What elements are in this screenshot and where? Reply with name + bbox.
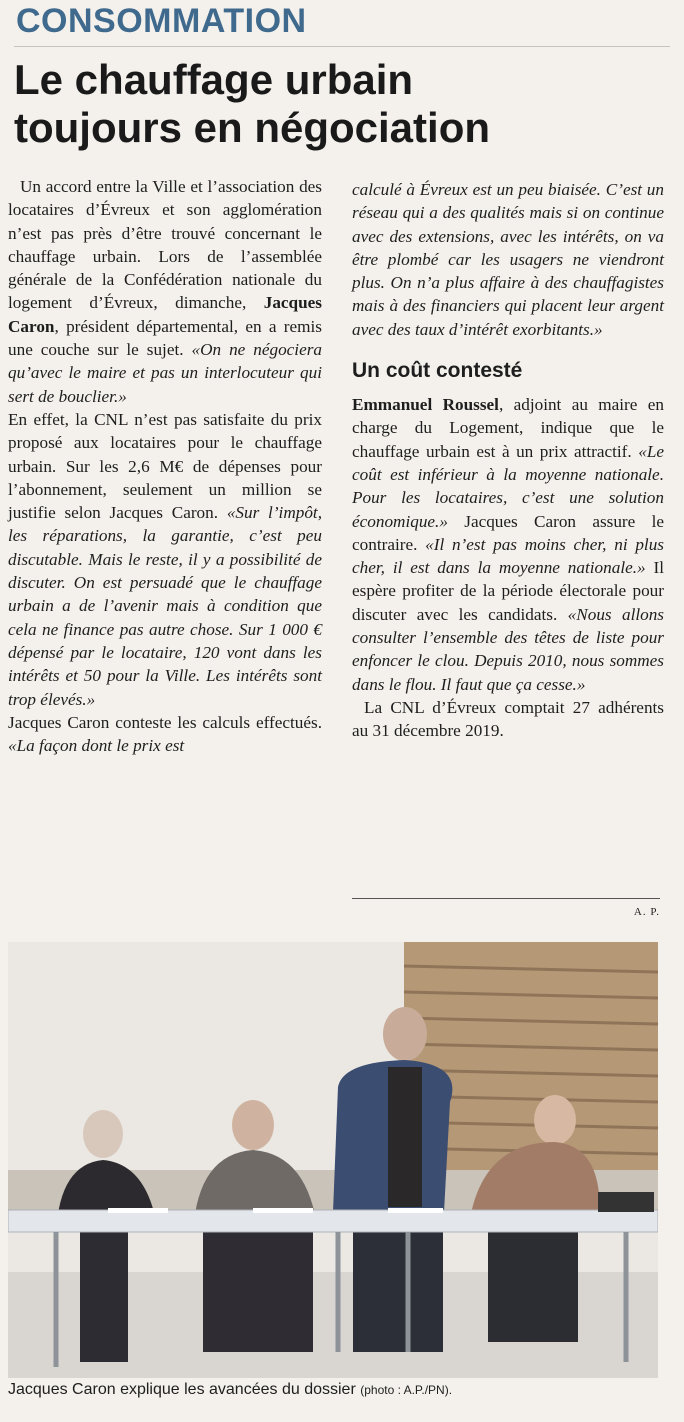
- article-photo: [8, 942, 658, 1378]
- photo-caption: [8, 1379, 668, 1401]
- paragraph-members: La CNL d’Évreux comptait 27 adhérents au 31 décembre 2019.: [352, 697, 664, 741]
- article-headline: [14, 56, 654, 152]
- subheading: Un coût contesté: [352, 359, 523, 383]
- caption-text: Jacques Caron explique les avancées du dossier: [8, 1381, 356, 1398]
- quote: «Nous allons consulter l’ensemble des têtes de liste pour enfoncer le clou. Depuis 2010, nous sommes dans le flou. Il faut que ça cesse.»: [352, 604, 664, 694]
- photo-credit: (photo : A.P./PN).: [360, 1383, 453, 1397]
- text-run: Jacques Caron conteste les calculs effectués.: [8, 712, 322, 732]
- meeting-photo-illustration: [8, 942, 658, 1378]
- text-run: Un accord entre la Ville et l’association des locataires d’Évreux et son agglomération n’est pas près d’être trouvé concernant le chauffage urbain. Lors de l’assemblée générale de la Confédération nationale du logement d’Évreux, dimanche,: [8, 177, 322, 313]
- quote-continuation: calculé à Évreux est un peu biaisée. C’est un réseau qui a des qualités mais si on continue avec des extensions, avec les intérêts, on va être plombé car les usagers ne viendront plus. On n’a plus affaire à des chauffagistes mais à des financiers qui placent leur argent avec des taux d’intérêt exorbitants.»: [352, 180, 664, 339]
- text-run: Jacques Caron assure le contraire.: [352, 511, 664, 554]
- text-run: En effet, la CNL n’est pas satisfaite du prix proposé aux locataires pour le chauffage urbain. Sur les 2,6 M€ de dépenses pour l’abonnement, seulement un million se justifie selon Jacques Caron.: [8, 409, 322, 523]
- article-column-left: [8, 175, 322, 757]
- text-run: Il espère profiter de la période électorale pour discuter avec les candidats.: [352, 558, 664, 624]
- paragraph-intro: [8, 175, 322, 408]
- signature-divider: [352, 898, 660, 899]
- paragraph-roussel: [352, 393, 664, 696]
- quote: «Il n’est pas moins cher, ni plus cher, il est dans la moyenne nationale.»: [352, 534, 664, 578]
- paragraph-price: [8, 408, 322, 711]
- author-signature: A. P.: [633, 906, 660, 918]
- quote: «On ne négociera qu’avec le maire et pas un interlocuteur qui sert de bouclier.»: [8, 340, 322, 406]
- person-name: Emmanuel Roussel: [352, 395, 499, 415]
- section-rubric: CONSOMMATION: [16, 2, 307, 40]
- headline-line-1: Le chauffage urbain: [14, 56, 414, 103]
- rubric-divider: [14, 46, 670, 47]
- person-name: Jacques Caron: [8, 293, 322, 336]
- quote: «Sur l’impôt, les réparations, la garantie, c’est peu discutable. Mais le reste, il y a possibilité de discuter. On est persuadé que le chauffage urbain a de l’avenir mais à condition que cela ne finance pas autre chose. Sur 1 000 € dépensé par le locataire, 120 vont dans les intérêts et 50 pour la Ville. Les intérêts sont trop élevés.»: [8, 503, 322, 709]
- paragraph-calculation: [8, 711, 322, 758]
- article-column-right: [352, 178, 664, 743]
- quote: «La façon dont le prix est: [8, 736, 185, 756]
- headline-line-2: toujours en négociation: [14, 104, 491, 151]
- quote: «Le coût est inférieur à la moyenne nationale. Pour les locataires, c’est une solution économique.»: [352, 441, 664, 531]
- text-run: , adjoint au maire en charge du Logement, indique que le chauffage urbain est à un prix attractif.: [352, 395, 665, 461]
- text-run: , président départemental, en a remis une couche sur le sujet.: [8, 316, 322, 360]
